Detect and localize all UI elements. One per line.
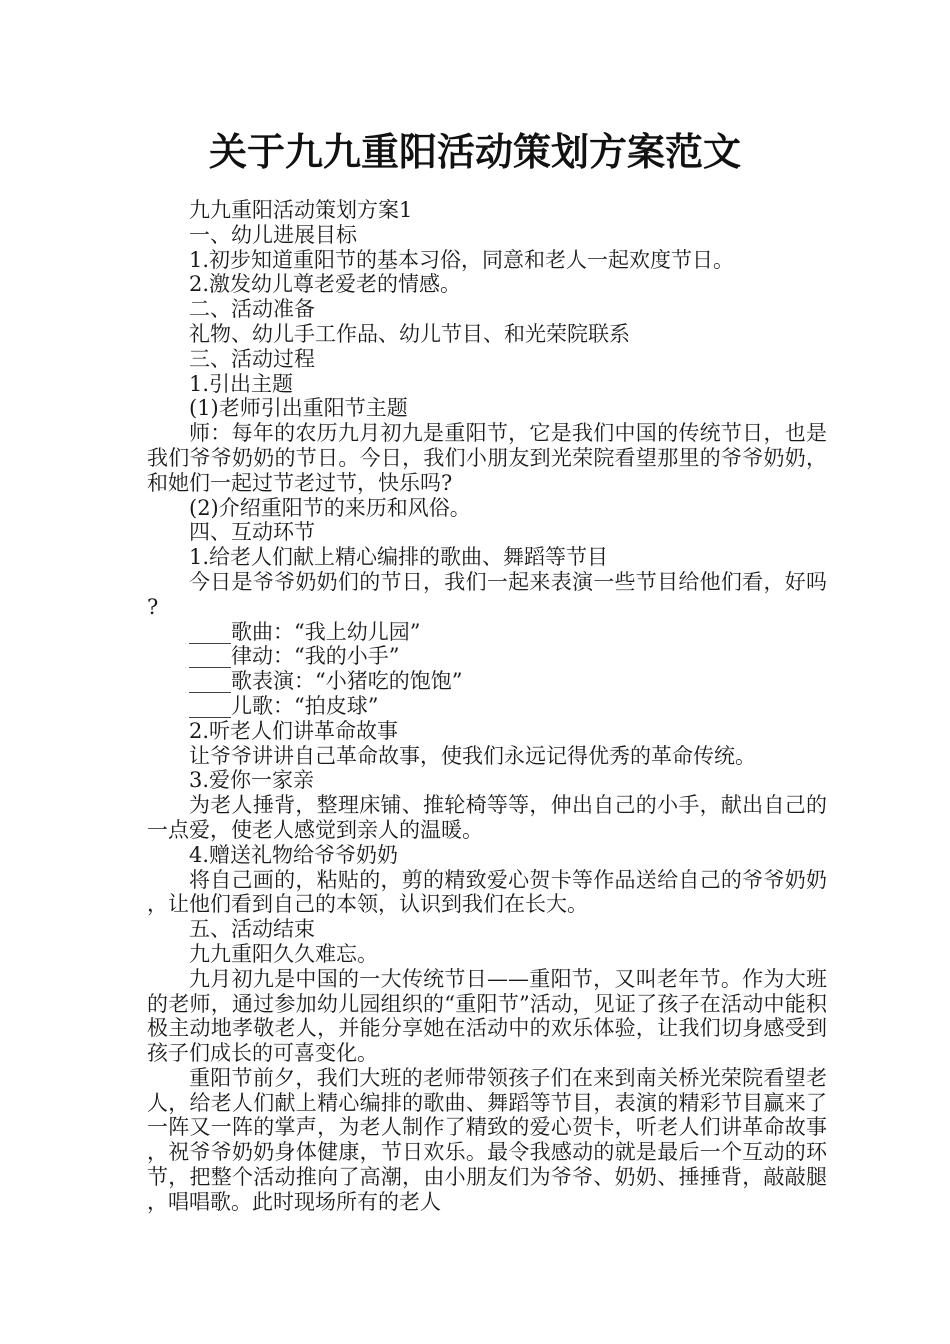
paragraph: 一、幼儿进展目标 xyxy=(189,222,357,247)
paragraph: 礼物、幼儿手工作品、幼儿节目、和光荣院联系 xyxy=(189,321,630,346)
paragraph: 让爷爷讲讲自己革命故事，使我们永远记得优秀的革命传统。 xyxy=(189,743,756,768)
paragraph: 九九重阳活动策划方案1 xyxy=(189,198,413,222)
paragraph: 师：每年的农历九月初九是重阳节，它是我们中国的传统节日，也是我们爷爷奶奶的节日。今日，我们小朋友到光荣院看望那里的爷爷奶奶，和她们一起过节老过节，快乐吗? xyxy=(147,421,827,495)
paragraph: 2.听老人们讲革命故事 xyxy=(189,718,399,743)
paragraph: (1)老师引出重阳节主题 xyxy=(189,396,408,421)
paragraph: 3.爱你一家亲 xyxy=(189,768,315,793)
paragraph: ____儿歌：“拍皮球” xyxy=(189,693,379,718)
paragraph: 2.激发幼儿尊老爱老的情感。 xyxy=(189,272,462,297)
paragraph: 1.引出主题 xyxy=(189,371,294,396)
paragraph: 九月初九是中国的一大传统节日——重阳节，又叫老年节。作为大班的老师，通过参加幼儿园组织的“重阳节”活动，见证了孩子在活动中能积极主动地孝敬老人，并能分享她在活动中的欢乐体验，让我们切身感受到孩子们成长的可喜变化。 xyxy=(147,966,827,1066)
paragraph: (2)介绍重阳节的来历和风俗。 xyxy=(189,495,471,520)
paragraph: 为老人捶背，整理床铺、推轮椅等等，伸出自己的小手，献出自己的一点爱，使老人感觉到亲人的温暖。 xyxy=(147,793,827,842)
paragraph: 重阳节前夕，我们大班的老师带领孩子们在来到南关桥光荣院看望老人，给老人们献上精心编排的歌曲、舞蹈等节目，表演的精彩节目赢来了一阵又一阵的掌声，为老人制作了精致的爱心贺卡，听老人们讲革命故事，祝爷爷奶奶身体健康，节日欢乐。最令我感动的就是最后一个互动的环节，把整个活动推向了高潮，由小朋友们为爷爷、奶奶、捶捶背，敲敲腿，唱唱歌。此时现场所有的老人 xyxy=(147,1065,827,1214)
paragraph: 二、活动准备 xyxy=(189,297,315,322)
paragraph: ____歌曲：“我上幼儿园” xyxy=(189,619,421,644)
paragraph: 今日是爷爷奶奶们的节日，我们一起来表演一些节目给他们看，好吗? xyxy=(147,569,827,619)
paragraph: 九九重阳久久难忘。 xyxy=(189,941,378,966)
paragraph: 五、活动结束 xyxy=(189,917,315,942)
document-body xyxy=(147,198,827,1215)
paragraph: ____歌表演：“小猪吃的饱饱” xyxy=(189,669,463,694)
paragraph: 1.初步知道重阳节的基本习俗，同意和老人一起欢度节日。 xyxy=(189,247,735,272)
paragraph: 三、活动过程 xyxy=(189,346,315,371)
paragraph: 四、互动环节 xyxy=(189,520,315,545)
paragraph: 将自己画的，粘贴的，剪的精致爱心贺卡等作品送给自己的爷爷奶奶，让他们看到自己的本领，认识到我们在长大。 xyxy=(147,867,827,917)
document-title: 关于九九重阳活动策划方案范文 xyxy=(208,130,741,174)
paragraph: ____律动：“我的小手” xyxy=(189,644,400,669)
paragraph: 4.赠送礼物给爷爷奶奶 xyxy=(189,842,399,867)
paragraph: 1.给老人们献上精心编排的歌曲、舞蹈等节目 xyxy=(189,545,609,570)
